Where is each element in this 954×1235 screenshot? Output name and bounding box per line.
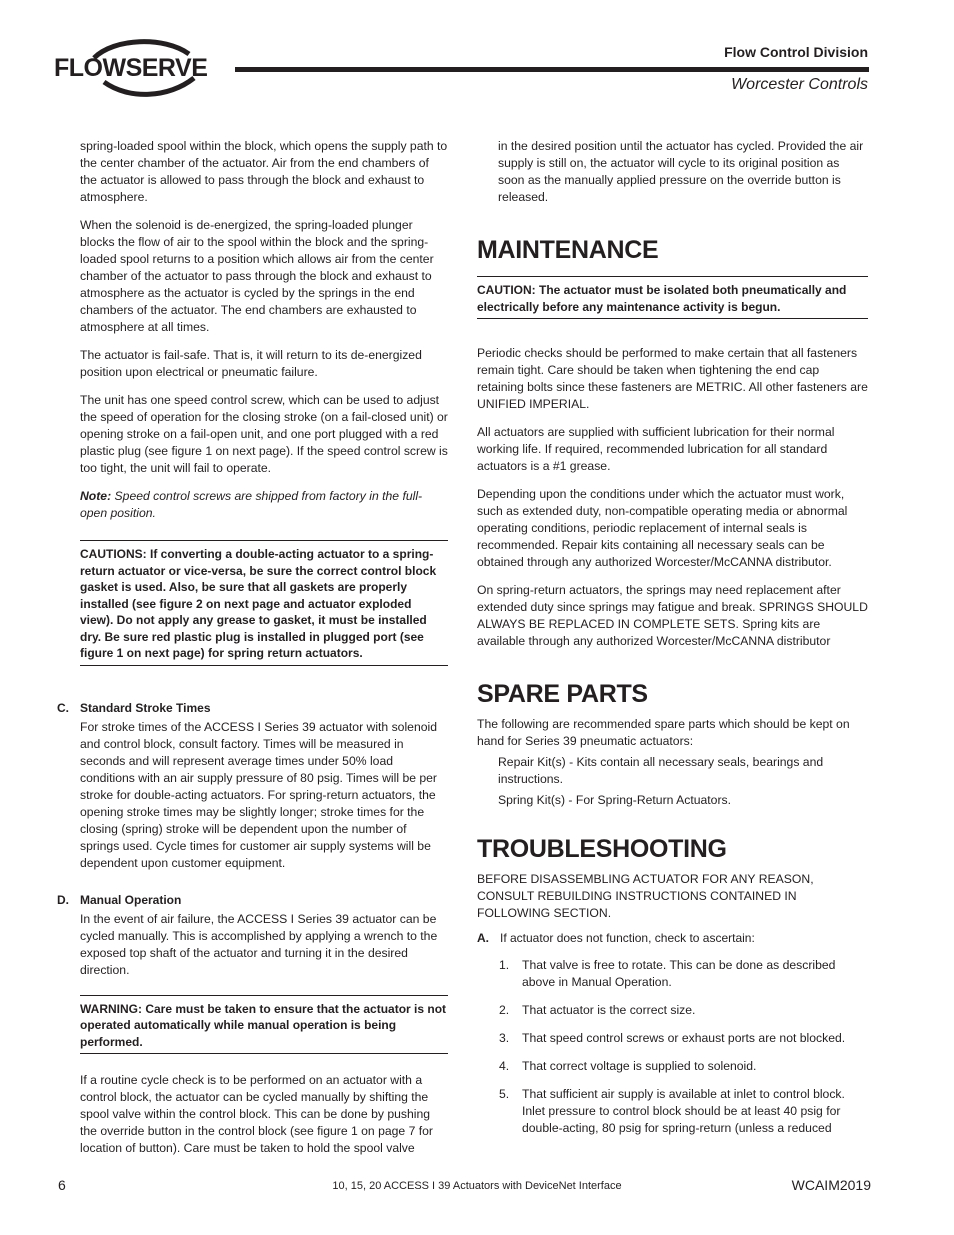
paragraph: When the solenoid is de-energized, the spring-loaded plunger blocks the flow of air to the spool within the block and the spring-loaded spool returns to a position which allows air from the center chamber of the actuator to pass through the block and exhaust to atmosphere as the actuator is cycled by the springs in the end chambers of the actuator. The end chambers are exhausted to atmosphere at all times. xyxy=(80,218,434,334)
paragraph: in the desired position until the actuator has cycled. Provided the air supply is still on, the actuator will cycle to its original position as soon as the manually applied pressure on the override button is released. xyxy=(498,139,864,204)
list-item xyxy=(477,1002,868,1019)
paragraph: For stroke times of the ACCESS I Series 39 actuator with solenoid and control block, consult factory. Times will be measured in seconds and will represent average times under 50% load conditions with an air supply pressure of 80 psig. Times will be per stroke for double-acting actuators. For spring-return actuators, the opening stroke times may be slightly longer; stroke times for the closing (spring) stroke will be dependent upon the number of springs used. Cycle times for customer air supply systems will be dependent upon customer equipment. xyxy=(80,719,437,870)
logo-wordmark: FLOWSERVE xyxy=(54,54,208,82)
list-number: 5. xyxy=(499,1087,510,1101)
section-letter: C. xyxy=(57,700,69,715)
section-title-troubleshooting: TROUBLESHOOTING xyxy=(477,835,727,863)
spare-item: Spring Kit(s) - For Spring-Return Actuators. xyxy=(498,793,731,807)
section-title: Standard Stroke Times xyxy=(80,700,211,715)
paragraph: The following are recommended spare parts which should be kept on hand for Series 39 pneumatic actuators: xyxy=(477,717,850,748)
list-item xyxy=(477,1086,868,1137)
section-title-spare-parts: SPARE PARTS xyxy=(477,680,648,708)
page-number: 6 xyxy=(58,1177,66,1193)
paragraph: spring-loaded spool within the block, which opens the supply path to the center chamber of the actuator. Air from the end chambers of the actuator is allowed to pass through the block and exhaust to atmosphere. xyxy=(80,139,448,204)
left-column xyxy=(57,138,448,1168)
section-title-maintenance: MAINTENANCE xyxy=(477,236,659,264)
list-text: That actuator is the correct size. xyxy=(522,1003,696,1017)
list-item xyxy=(477,1058,868,1075)
paragraph: The actuator is fail-safe. That is, it will return to its de-energized position upon electrical or pneumatic failure. xyxy=(80,348,422,379)
document-code: WCAIM2019 xyxy=(791,1177,871,1193)
maintenance-caution-box: CAUTION: The actuator must be isolated both pneumatically and electrically before any maintenance activity is begun. xyxy=(477,276,868,319)
list-item xyxy=(477,957,868,991)
paragraph: Depending upon the conditions under which the actuator must work, such as extended duty, non-compatible operating media or abnormal operating conditions, periodic replacement of internal seals is recommended. Repair kits containing all necessary seals can be obtained through any authorized Worcester/McCANNA distributor. xyxy=(477,487,848,569)
section-heading-c xyxy=(57,700,448,716)
paragraph: On spring-return actuators, the springs may need replacement after extended duty since springs may fatigue and break. SPRINGS SHOULD ALWAYS BE REPLACED IN COMPLETE SETS. Spring kits are available through any authorized Worcester/McCANNA distributor xyxy=(477,583,868,648)
paragraph: In the event of air failure, the ACCESS I Series 39 actuator can be cycled manually. This is accomplished by applying a wrench to the exposed top shaft of the actuator and turning it in the desired direction. xyxy=(80,911,438,977)
list-text: That valve is free to rotate. This can be done as described above in Manual Operation. xyxy=(522,958,836,989)
list-item xyxy=(477,1030,868,1047)
caution-box: CAUTIONS: If converting a double-acting actuator to a spring-return actuator or vice-versa, be sure the correct control block gasket is used. Also, be sure that all gaskets are properly installed (see figure 2 on next page and actuator exploded view). Do not apply any grease to gasket, it must be installed dry. Be sure red plastic plug is installed in plugged port (see figure 1 on next page) for spring return actuators. xyxy=(80,540,448,666)
paragraph: BEFORE DISASSEMBLING ACTUATOR FOR ANY REASON, CONSULT REBUILDING INSTRUCTIONS CONTAINED IN FOLLOWING SECTION. xyxy=(477,872,814,920)
section-text: If actuator does not function, check to ascertain: xyxy=(500,931,755,945)
spare-item: Repair Kit(s) - Kits contain all necessary seals, bearings and instructions. xyxy=(498,755,824,786)
section-heading-a xyxy=(477,930,868,946)
section-letter: D. xyxy=(57,892,69,907)
paragraph: Periodic checks should be performed to make certain that all fasteners remain tight. Care should be taken when tightening the end cap retaining bolts since these fasteners are METRIC. All other fasteners are UNIFIED IMPERIAL. xyxy=(477,346,868,411)
note-text: Speed control screws are shipped from factory in the full-open position. xyxy=(80,489,423,520)
footer-title: 10, 15, 20 ACCESS I 39 Actuators with DeviceNet Interface xyxy=(332,1180,622,1192)
brand-label: Worcester Controls xyxy=(731,76,868,93)
header-rule xyxy=(235,67,869,72)
paragraph: If a routine cycle check is to be performed on an actuator with a control block, the actuator can be cycled manually by shifting the spool valve within the control block. This can be done by pushing the override button in the control block (see figure 1 on page 7 for location of button). Care must be taken to hold the spool valve xyxy=(80,1073,433,1155)
paragraph: The unit has one speed control screw, which can be used to adjust the speed of operation for the closing stroke (on a fail-closed unit) or opening stroke on a fail-open unit, and one port plugged with a red plastic plug (see figure 1 on next page). If the speed control screw is too tight, the unit will fail to operate. xyxy=(80,393,448,475)
right-column xyxy=(477,138,868,1148)
list-number: 1. xyxy=(499,958,510,972)
paragraph: All actuators are supplied with sufficient lubrication for their normal working life. If required, recommended lubrication for all standard actuators is a #1 grease. xyxy=(477,425,835,473)
note-label: Note: xyxy=(80,489,112,503)
section-heading-d xyxy=(57,892,448,908)
warning-box: WARNING: Care must be taken to ensure that the actuator is not operated automatically while manual operation is being performed. xyxy=(80,995,448,1055)
list-text: That sufficient air supply is available at inlet to control block. Inlet pressure to control block should be at least 40 psig for double-acting, 80 psig for spring-return (unless a reduced xyxy=(522,1087,845,1135)
note xyxy=(80,488,448,522)
flowserve-logo xyxy=(54,38,214,100)
list-text: That speed control screws or exhaust ports are not blocked. xyxy=(522,1031,846,1045)
section-title: Manual Operation xyxy=(80,892,182,907)
list-number: 2. xyxy=(499,1003,510,1017)
section-letter: A. xyxy=(477,931,489,945)
list-number: 4. xyxy=(499,1059,510,1073)
troubleshooting-list xyxy=(477,957,868,1137)
list-number: 3. xyxy=(499,1031,510,1045)
division-label: Flow Control Division xyxy=(724,44,868,60)
list-text: That correct voltage is supplied to solenoid. xyxy=(522,1059,757,1073)
